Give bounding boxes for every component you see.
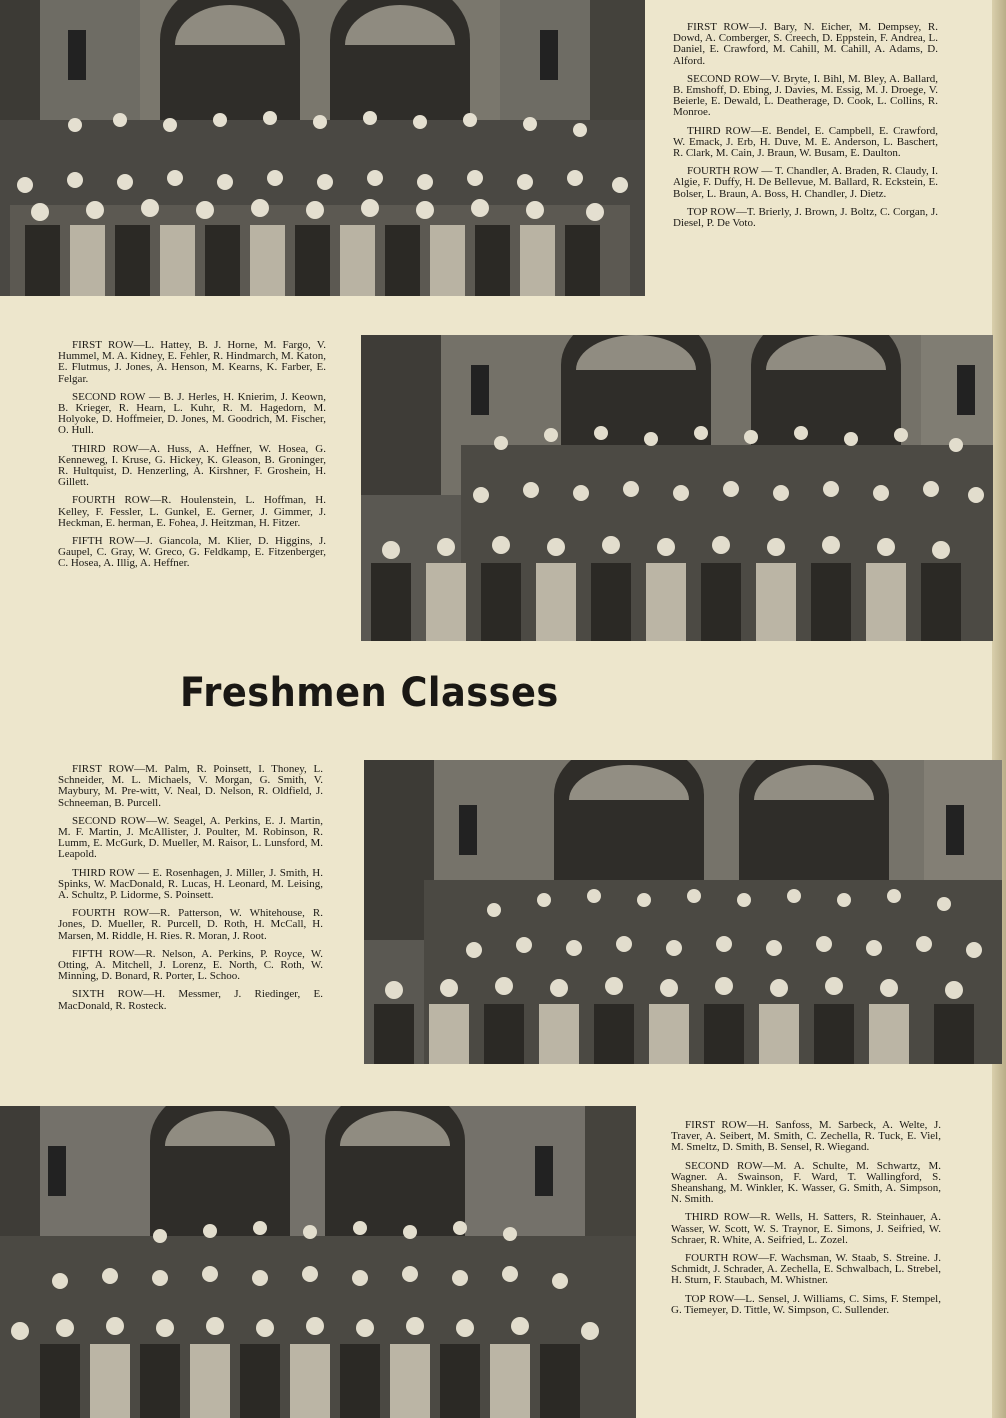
- caption-row: SECOND ROW—W. Seagel, A. Perkins, E. J. Martin, M. F. Martin, J. McAllister, J. Poulter, M. Robinson, R. Lumm, E. McGurk, D. Mueller, M. Raisor, L. Lunsford, M. Leapold.: [58, 814, 323, 861]
- caption-group-4: [671, 1120, 941, 1323]
- class-photo-4: [0, 1106, 636, 1418]
- caption-row: FIRST ROW—M. Palm, R. Poinsett, I. Thoney, L. Schneider, M. L. Michaels, V. Morgan, G. Smith, V. Maybury, M. Pre-witt, V. Neal, D. Nelson, R. Oldfield, J. Schneeman, B. Purcell.: [58, 763, 323, 809]
- class-photo-3: [364, 760, 1002, 1064]
- caption-row: TOP ROW—T. Brierly, J. Brown, J. Boltz, C. Corgan, J. Diesel, P. De Voto.: [673, 205, 938, 230]
- caption-row: THIRD ROW — E. Rosenhagen, J. Miller, J. Smith, H. Spinks, W. MacDonald, R. Lucas, H. Leonard, M. Leising, A. Schultz, P. Lidorme, S. Poinsett.: [58, 866, 323, 902]
- caption-row: FIFTH ROW—J. Giancola, M. Klier, D. Higgins, J. Gaupel, C. Gray, W. Greco, G. Feldkamp, E. Fitzenberger, C. Hosea, A. Illig, A. Heffner.: [58, 535, 326, 570]
- caption-row: FIRST ROW—H. Sanfoss, M. Sarbeck, A. Welte, J. Traver, A. Seibert, M. Smith, C. Zechella, R. Tuck, E. Viel, M. Smeltz, D. Smith, B. Sensel, R. Wiegand.: [671, 1119, 941, 1154]
- caption-row: FIRST ROW—J. Bary, N. Eicher, M. Dempsey, R. Dowd, A. Comberger, S. Creech, D. Eppstein, F. Andrea, L. Daniel, E. Crawford, M. Cahill, M. Cahill, A. Adams, D. Alford.: [673, 21, 938, 67]
- caption-row: FIFTH ROW—R. Nelson, A. Perkins, P. Royce, W. Otting, A. Mitchell, J. Lorenz, E. North, C. Roth, W. Minning, D. Bonard, R. Porter, L. Schoo.: [58, 947, 323, 983]
- caption-row: SIXTH ROW—H. Messmer, J. Riedinger, E. MacDonald, R. Rosteck.: [58, 988, 323, 1012]
- caption-row: THIRD ROW—A. Huss, A. Heffner, W. Hosea, G. Kenneweg, I. Kruse, G. Hickey, K. Gleason, B. Groninger, R. Hultquist, D. Henzerling, A. Kirshner, F. Groshein, H. Gillett.: [58, 442, 326, 489]
- caption-group-1: [673, 22, 938, 236]
- caption-group-3: [58, 764, 323, 1019]
- caption-row: SECOND ROW — B. J. Herles, H. Knierim, J. Keown, B. Krieger, R. Hearn, L. Kuhr, R. M. Hagedorn, M. Holyoke, D. Hoffmeier, D. Jones, M. Goodrich, M. Fischer, O. Hull.: [58, 390, 326, 437]
- page-edge: [992, 0, 1006, 1418]
- caption-group-2: [58, 340, 326, 577]
- class-photo-2: [361, 335, 993, 641]
- caption-row: SECOND ROW—M. A. Schulte, M. Schwartz, M. Wagner. A. Swainson, F. Ward, T. Wallingford, S. Sheanshang, M. Winkler, K. Wasser, G. Smith, A. Simpson, N. Smith.: [671, 1159, 941, 1206]
- caption-row: THIRD ROW—R. Wells, H. Satters, R. Steinhauer, A. Wasser, W. Scott, W. S. Traynor, E. Simons, J. Seifried, W. Schraer, R. White, A. Seifried, L. Zozel.: [671, 1211, 941, 1246]
- caption-row: FOURTH ROW—F. Wachsman, W. Staab, S. Streine. J. Schmidt, J. Schrader, A. Zechella, E. Schwalbach, L. Strebel, H. Sturn, F. Staubach, M. Whistner.: [671, 1252, 941, 1287]
- caption-row: FOURTH ROW—R. Patterson, W. Whitehouse, R. Jones, D. Mueller, R. Purcell, D. Roth, H. McCall, H. Marsen, M. Riddle, H. Ries. R. Moran, J. Root.: [58, 907, 323, 942]
- caption-row: TOP ROW—L. Sensel, J. Williams, C. Sims, F. Stempel, G. Tiemeyer, D. Tittle, W. Simpson, C. Sullender.: [671, 1292, 941, 1316]
- caption-row: FIRST ROW—L. Hattey, B. J. Horne, M. Fargo, V. Hummel, M. A. Kidney, E. Fehler, R. Hindmarch, M. Katon, E. Flutmus, J. Jones, A. Henson, M. Kearns, K. Farber, E. Felgar.: [58, 339, 326, 385]
- caption-row: FOURTH ROW—R. Houlenstein, L. Hoffman, H. Kelley, F. Fessler, L. Gunkel, E. Gerner, J. Gimmer, J. Heckman, E. herman, E. Fohea, J. Heitzman, H. Fitzer.: [58, 494, 326, 529]
- caption-row: SECOND ROW—V. Bryte, I. Bihl, M. Bley, A. Ballard, B. Emshoff, D. Ebing, J. Davies, M. Essig, M. J. Droege, V. Beierle, E. Dewald, L. Deatherage, D. Cook, L. Collins, R. Monroe.: [673, 72, 938, 119]
- caption-row: THIRD ROW—E. Bendel, E. Campbell, E. Crawford, W. Emack, J. Erb, H. Duve, M. E. Anderson, L. Baschert, R. Clark, M. Cain, J. Braun, W. Busam, E. Daulton.: [673, 124, 938, 160]
- class-photo-1: [0, 0, 645, 296]
- caption-row: FOURTH ROW — T. Chandler, A. Braden, R. Claudy, I. Algie, F. Duffy, H. De Bellevue, M. Ballard, R. Eckstein, E. Bolser, L. Braun, A. Boss, H. Chandler, J. Dietz.: [673, 165, 938, 200]
- page-title: Freshmen Classes: [180, 670, 559, 716]
